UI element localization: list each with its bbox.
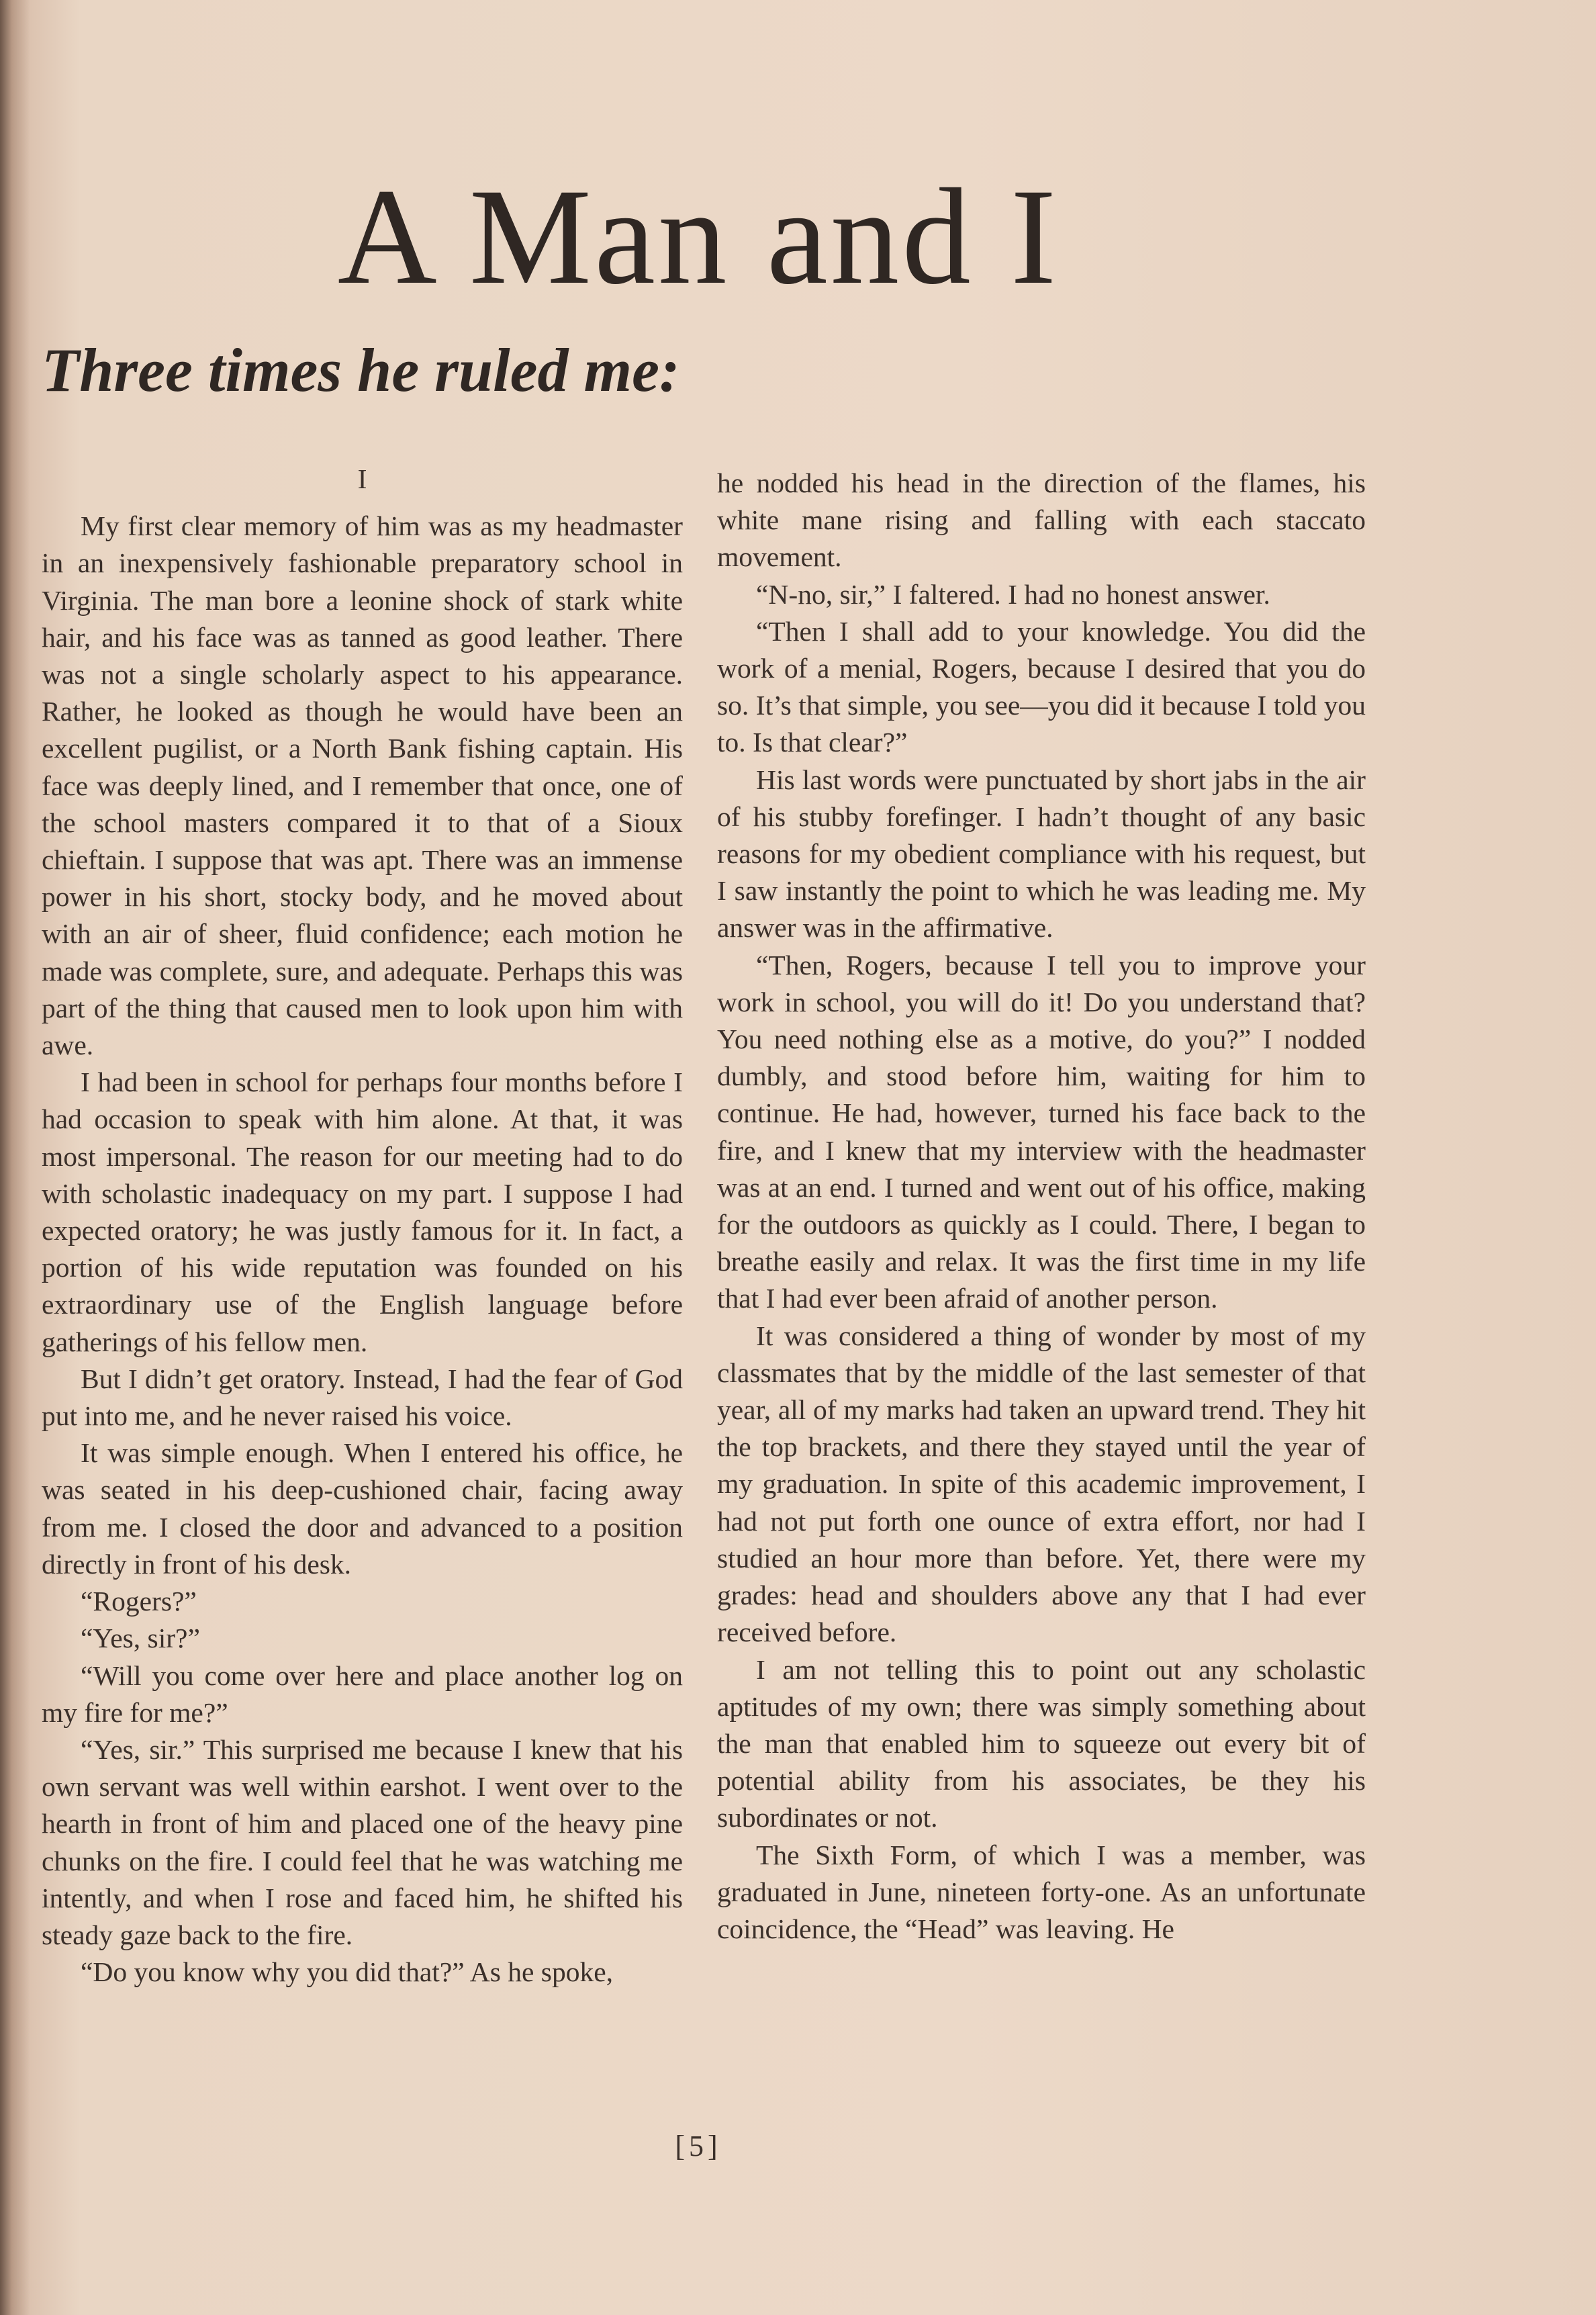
paragraph: “Do you know why you did that?” As he spoke, <box>81 1956 613 1988</box>
paragraph: “Rogers?” <box>81 1586 197 1617</box>
paragraph: It was considered a thing of wonder by most of my classmates that by the middle of the last semester of that year, all of my marks had taken an upward trend. They hit the top brackets, and there they stayed until the year of my graduation. In spite of this academic improvement, I had not put forth one ounce of extra effort, nor had I studied an hour more than before. Yet, there were my grades: head and shoulders above any that I had ever received before. <box>717 1320 1366 1648</box>
paragraph: The Sixth Form, of which I was a member, was graduated in June, nineteen forty-one. As an unfortunate coincidence, the “Head” was leaving. He <box>717 1839 1366 1944</box>
subtitle: Three times he ruled me: <box>42 336 680 404</box>
paragraph: “N-no, sir,” I faltered. I had no honest answer. <box>756 578 1270 610</box>
page-title: A Man and I <box>337 161 1060 313</box>
paragraph: His last words were punctuated by short jabs in the air of his stubby forefinger. I hadn’t thought of any basic reasons for my obedient compliance with his request, but I saw instantly the point to which he was leading me. My answer was in the affirmative. <box>717 764 1366 944</box>
paragraph: But I didn’t get oratory. Instead, I had the fear of God put into me, and he never raised his voice. <box>42 1363 683 1432</box>
paragraph: My first clear memory of him was as my headmaster in an inexpensively fashionable preparatory school in Virginia. The man bore a leonine shock of stark white hair, and his face was as tanned as good leather. There was not a single scholarly aspect to his appearance. Rather, he looked as though he would have been an excellent pugilist, or a North Bank fishing captain. His face was deeply lined, and I remember that once, one of the school masters compared it to that of a Sioux chieftain. I suppose that was apt. There was an immense power in his short, stocky body, and he moved about with an air of sheer, fluid confidence; each motion he made was complete, sure, and adequate. Perhaps this was part of the thing that caused men to look upon him with awe. <box>42 510 683 1061</box>
left-column <box>42 461 683 1991</box>
paragraph: It was simple enough. When I entered his office, he was seated in his deep-cushioned chair, facing away from me. I closed the door and advanced to a position directly in front of his desk. <box>42 1437 683 1580</box>
paragraph: I am not telling this to point out any scholastic aptitudes of my own; there was simply something about the man that enabled him to squeeze out every bit of potential ability from his associates, be they his subordinates or not. <box>717 1653 1366 1833</box>
paragraph: I had been in school for perhaps four months before I had occasion to speak with him alone. At that, it was most impersonal. The reason for our meeting had to do with scholastic inadequacy on my part. I suppose I had expected oratory; he was justly famous for it. In fact, a portion of his wide reputation was founded on his extraordinary use of the English language before gatherings of his fellow men. <box>42 1066 683 1357</box>
paragraph: “Yes, sir?” <box>81 1623 200 1654</box>
page-number: [5] <box>675 2130 722 2163</box>
paragraph: “Then, Rogers, because I tell you to improve your work in school, you will do it! Do you understand that? You need nothing else as a motive, do you?” I nodded dumbly, and stood before him, waiting for him to continue. He had, however, turned his face back to the fire, and I knew that my interview with the headmaster was at an end. I turned and went out of his office, making for the outdoors as quickly as I could. There, I began to breathe easily and relax. It was the first time in my life that I had ever been afraid of another person. <box>717 949 1366 1314</box>
right-column <box>717 465 1366 1948</box>
paragraph: he nodded his head in the direction of the flames, his white mane rising and falling with each staccato movement. <box>717 467 1366 573</box>
section-number: I <box>357 463 367 494</box>
paragraph: “Yes, sir.” This surprised me because I knew that his own servant was well within earshot. I went over to the hearth in front of him and placed one of the heavy pine chunks on the fire. I could feel that he was watching me intently, and when I rose and faced him, he shifted his steady gaze back to the fire. <box>42 1733 683 1950</box>
paragraph: “Will you come over here and place another log on my fire for me?” <box>42 1660 683 1728</box>
paragraph: “Then I shall add to your knowledge. You did the work of a menial, Rogers, because I desired that you do so. It’s that simple, you see—you did it because I told you to. Is that clear?” <box>717 615 1366 758</box>
